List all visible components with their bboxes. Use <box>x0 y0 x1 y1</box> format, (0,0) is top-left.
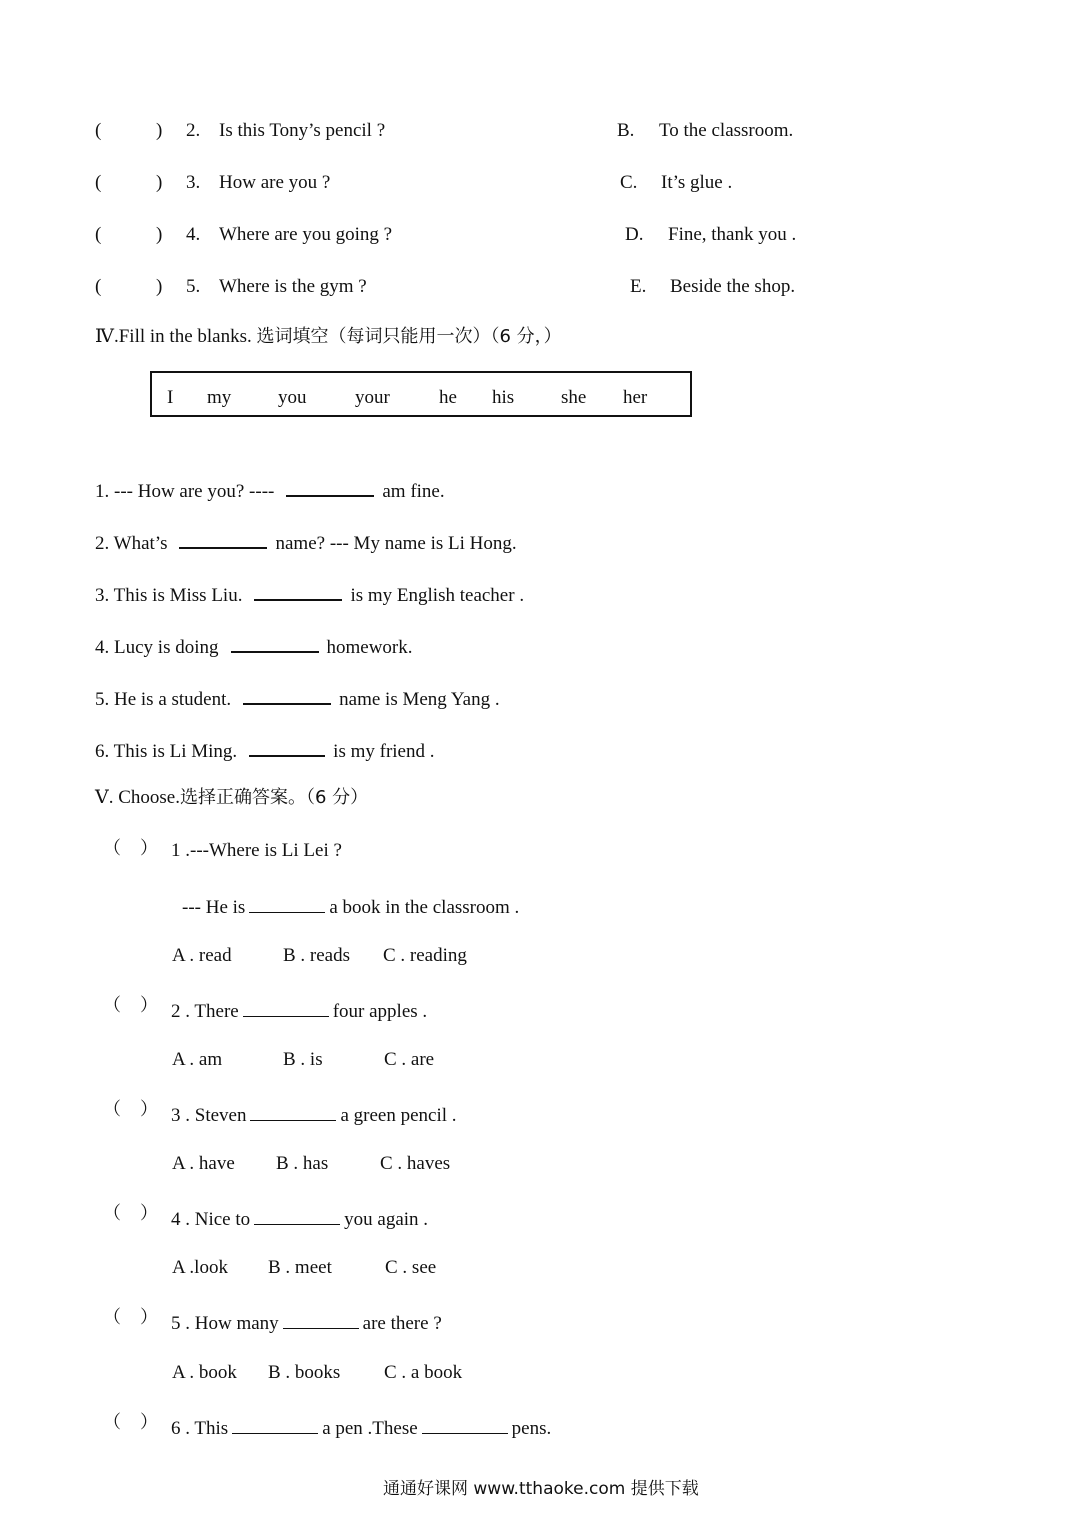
answer-paren-close: ) <box>156 172 163 193</box>
choice-option[interactable]: B . meet <box>268 1257 332 1278</box>
choice-q6 <box>171 1415 551 1438</box>
choice-option[interactable]: B . reads <box>283 945 351 966</box>
choice-option[interactable]: A . am <box>172 1049 223 1070</box>
fill-item-text: 3. This is Miss Liu. <box>95 585 243 606</box>
choice-text: pens. <box>511 1418 552 1439</box>
word-bank-word: my <box>207 387 232 408</box>
choice-text: 3 . Steven <box>171 1105 247 1126</box>
fill-item-text: is my friend . <box>333 741 435 762</box>
fill-item-1 <box>95 477 445 501</box>
word-bank-word: you <box>278 387 307 408</box>
answer-blank[interactable] <box>250 1102 336 1121</box>
answer-letter: D. <box>625 224 644 245</box>
choice-text: 4 . Nice to <box>171 1209 251 1230</box>
answer-paren-close: ) <box>156 276 163 297</box>
answer-text: It’s glue . <box>661 172 733 193</box>
answer-paren-open: （ <box>103 1099 121 1120</box>
section-5-title: Ⅴ. Choose. <box>95 787 180 808</box>
question-text: Where are you going ? <box>219 224 393 245</box>
choice-option[interactable]: C . see <box>385 1257 437 1278</box>
choice-text: --- He is <box>182 897 246 918</box>
answer-blank[interactable] <box>283 1310 359 1329</box>
answer-paren-open: （ <box>103 1412 121 1433</box>
choice-text: a book in the classroom . <box>329 897 520 918</box>
choice-option[interactable]: B . books <box>268 1362 341 1383</box>
answer-paren-close: ） <box>140 1307 158 1328</box>
fill-item-text: name is Meng Yang . <box>339 689 500 710</box>
word-bank-word: she <box>561 387 587 408</box>
fill-item-text: 5. He is a student. <box>95 689 232 710</box>
answer-blank[interactable] <box>422 1415 508 1434</box>
choice-option[interactable]: A .look <box>172 1257 228 1278</box>
section-5-heading <box>95 788 368 807</box>
fill-item-6 <box>95 737 435 761</box>
answer-paren-open: ( <box>95 276 102 297</box>
choice-q1-line2 <box>182 894 519 917</box>
choice-text: are there ? <box>362 1313 442 1334</box>
answer-blank[interactable] <box>286 477 374 497</box>
answer-paren-close: ） <box>140 1099 158 1120</box>
fill-item-text: 1. --- How are you? ---- <box>95 481 275 502</box>
question-number: 4. <box>186 224 201 245</box>
question-text: Is this Tony’s pencil ? <box>219 120 386 141</box>
choice-option[interactable]: C . haves <box>380 1153 451 1174</box>
answer-paren-close: ） <box>140 1412 158 1433</box>
answer-blank[interactable] <box>249 894 325 913</box>
answer-text: Beside the shop. <box>670 276 796 297</box>
answer-text: Fine, thank you . <box>668 224 797 245</box>
question-text: Where is the gym ? <box>219 276 367 297</box>
choice-text: a green pencil . <box>340 1105 457 1126</box>
word-bank-word: your <box>355 387 390 408</box>
word-bank-word: his <box>492 387 515 408</box>
choice-option[interactable]: C . are <box>384 1049 435 1070</box>
word-bank-box <box>150 371 692 417</box>
answer-paren-close: ） <box>140 838 158 859</box>
answer-paren-open: ( <box>95 120 102 141</box>
fill-item-text: is my English teacher . <box>350 585 525 606</box>
section-4-heading <box>95 327 562 346</box>
answer-paren-open: ( <box>95 224 102 245</box>
word-bank-word: I <box>167 387 174 408</box>
answer-letter: C. <box>620 172 638 193</box>
word-bank-word: he <box>439 387 457 408</box>
answer-letter: B. <box>617 120 635 141</box>
choice-text: 2 . There <box>171 1001 239 1022</box>
answer-paren-open: （ <box>103 995 121 1016</box>
section-4-title-cn: 选词填空（每词只能用一次）（6 分，） <box>256 326 562 347</box>
choice-text: 5 . How many <box>171 1313 279 1334</box>
answer-blank[interactable] <box>243 998 329 1017</box>
choice-q4 <box>171 1206 428 1229</box>
answer-paren-close: ） <box>140 1203 158 1224</box>
answer-paren-close: ) <box>156 224 163 245</box>
question-text: How are you ? <box>219 172 331 193</box>
answer-paren-open: ( <box>95 172 102 193</box>
fill-item-text: homework. <box>326 637 413 658</box>
footer-credit: 通通好课网 www.tthaoke.com 提供下载 <box>383 1479 699 1499</box>
choice-q1-stem: 1 .---Where is Li Lei ? <box>171 840 342 861</box>
choice-option[interactable]: C . reading <box>383 945 467 966</box>
choice-text: 6 . This <box>171 1418 229 1439</box>
answer-paren-open: （ <box>103 1203 121 1224</box>
answer-blank[interactable] <box>231 633 319 653</box>
question-number: 3. <box>186 172 201 193</box>
choice-option[interactable]: C . a book <box>384 1362 463 1383</box>
fill-item-3 <box>95 581 524 605</box>
answer-paren-close: ） <box>140 995 158 1016</box>
answer-letter: E. <box>630 276 647 297</box>
question-number: 2. <box>186 120 201 141</box>
answer-blank[interactable] <box>179 529 267 549</box>
fill-item-2 <box>95 529 517 553</box>
answer-text: To the classroom. <box>659 120 794 141</box>
choice-q3 <box>171 1102 457 1125</box>
question-number: 5. <box>186 276 201 297</box>
choice-option[interactable]: B . has <box>276 1153 329 1174</box>
fill-item-text: name? --- My name is Li Hong. <box>275 533 517 554</box>
fill-item-text: 6. This is Li Ming. <box>95 741 238 762</box>
fill-item-text: 4. Lucy is doing <box>95 637 219 658</box>
section-5-title-cn: 选择正确答案。（6 分） <box>179 787 369 808</box>
word-bank-word: her <box>623 387 648 408</box>
fill-item-4 <box>95 633 413 657</box>
choice-q5 <box>171 1310 442 1333</box>
answer-paren-close: ) <box>156 120 163 141</box>
answer-blank[interactable] <box>249 737 325 757</box>
choice-option[interactable]: B . is <box>283 1049 323 1070</box>
choice-option[interactable]: A . read <box>172 945 232 966</box>
fill-item-text: 2. What’s <box>95 533 168 554</box>
section-4-title: Ⅳ.Fill in the blanks. <box>95 326 257 347</box>
choice-q2 <box>171 998 427 1021</box>
choice-option[interactable]: A . have <box>172 1153 235 1174</box>
choice-text: four apples . <box>332 1001 428 1022</box>
answer-paren-open: （ <box>103 1307 121 1328</box>
choice-text: you again . <box>344 1209 429 1230</box>
choice-text: a pen .These <box>322 1418 418 1439</box>
answer-blank[interactable] <box>254 581 342 601</box>
fill-item-5 <box>95 685 500 709</box>
answer-paren-open: （ <box>103 838 121 859</box>
answer-blank[interactable] <box>254 1206 340 1225</box>
answer-blank[interactable] <box>243 685 331 705</box>
answer-blank[interactable] <box>232 1415 318 1434</box>
choice-option[interactable]: A . book <box>172 1362 237 1383</box>
fill-item-text: am fine. <box>382 481 445 502</box>
